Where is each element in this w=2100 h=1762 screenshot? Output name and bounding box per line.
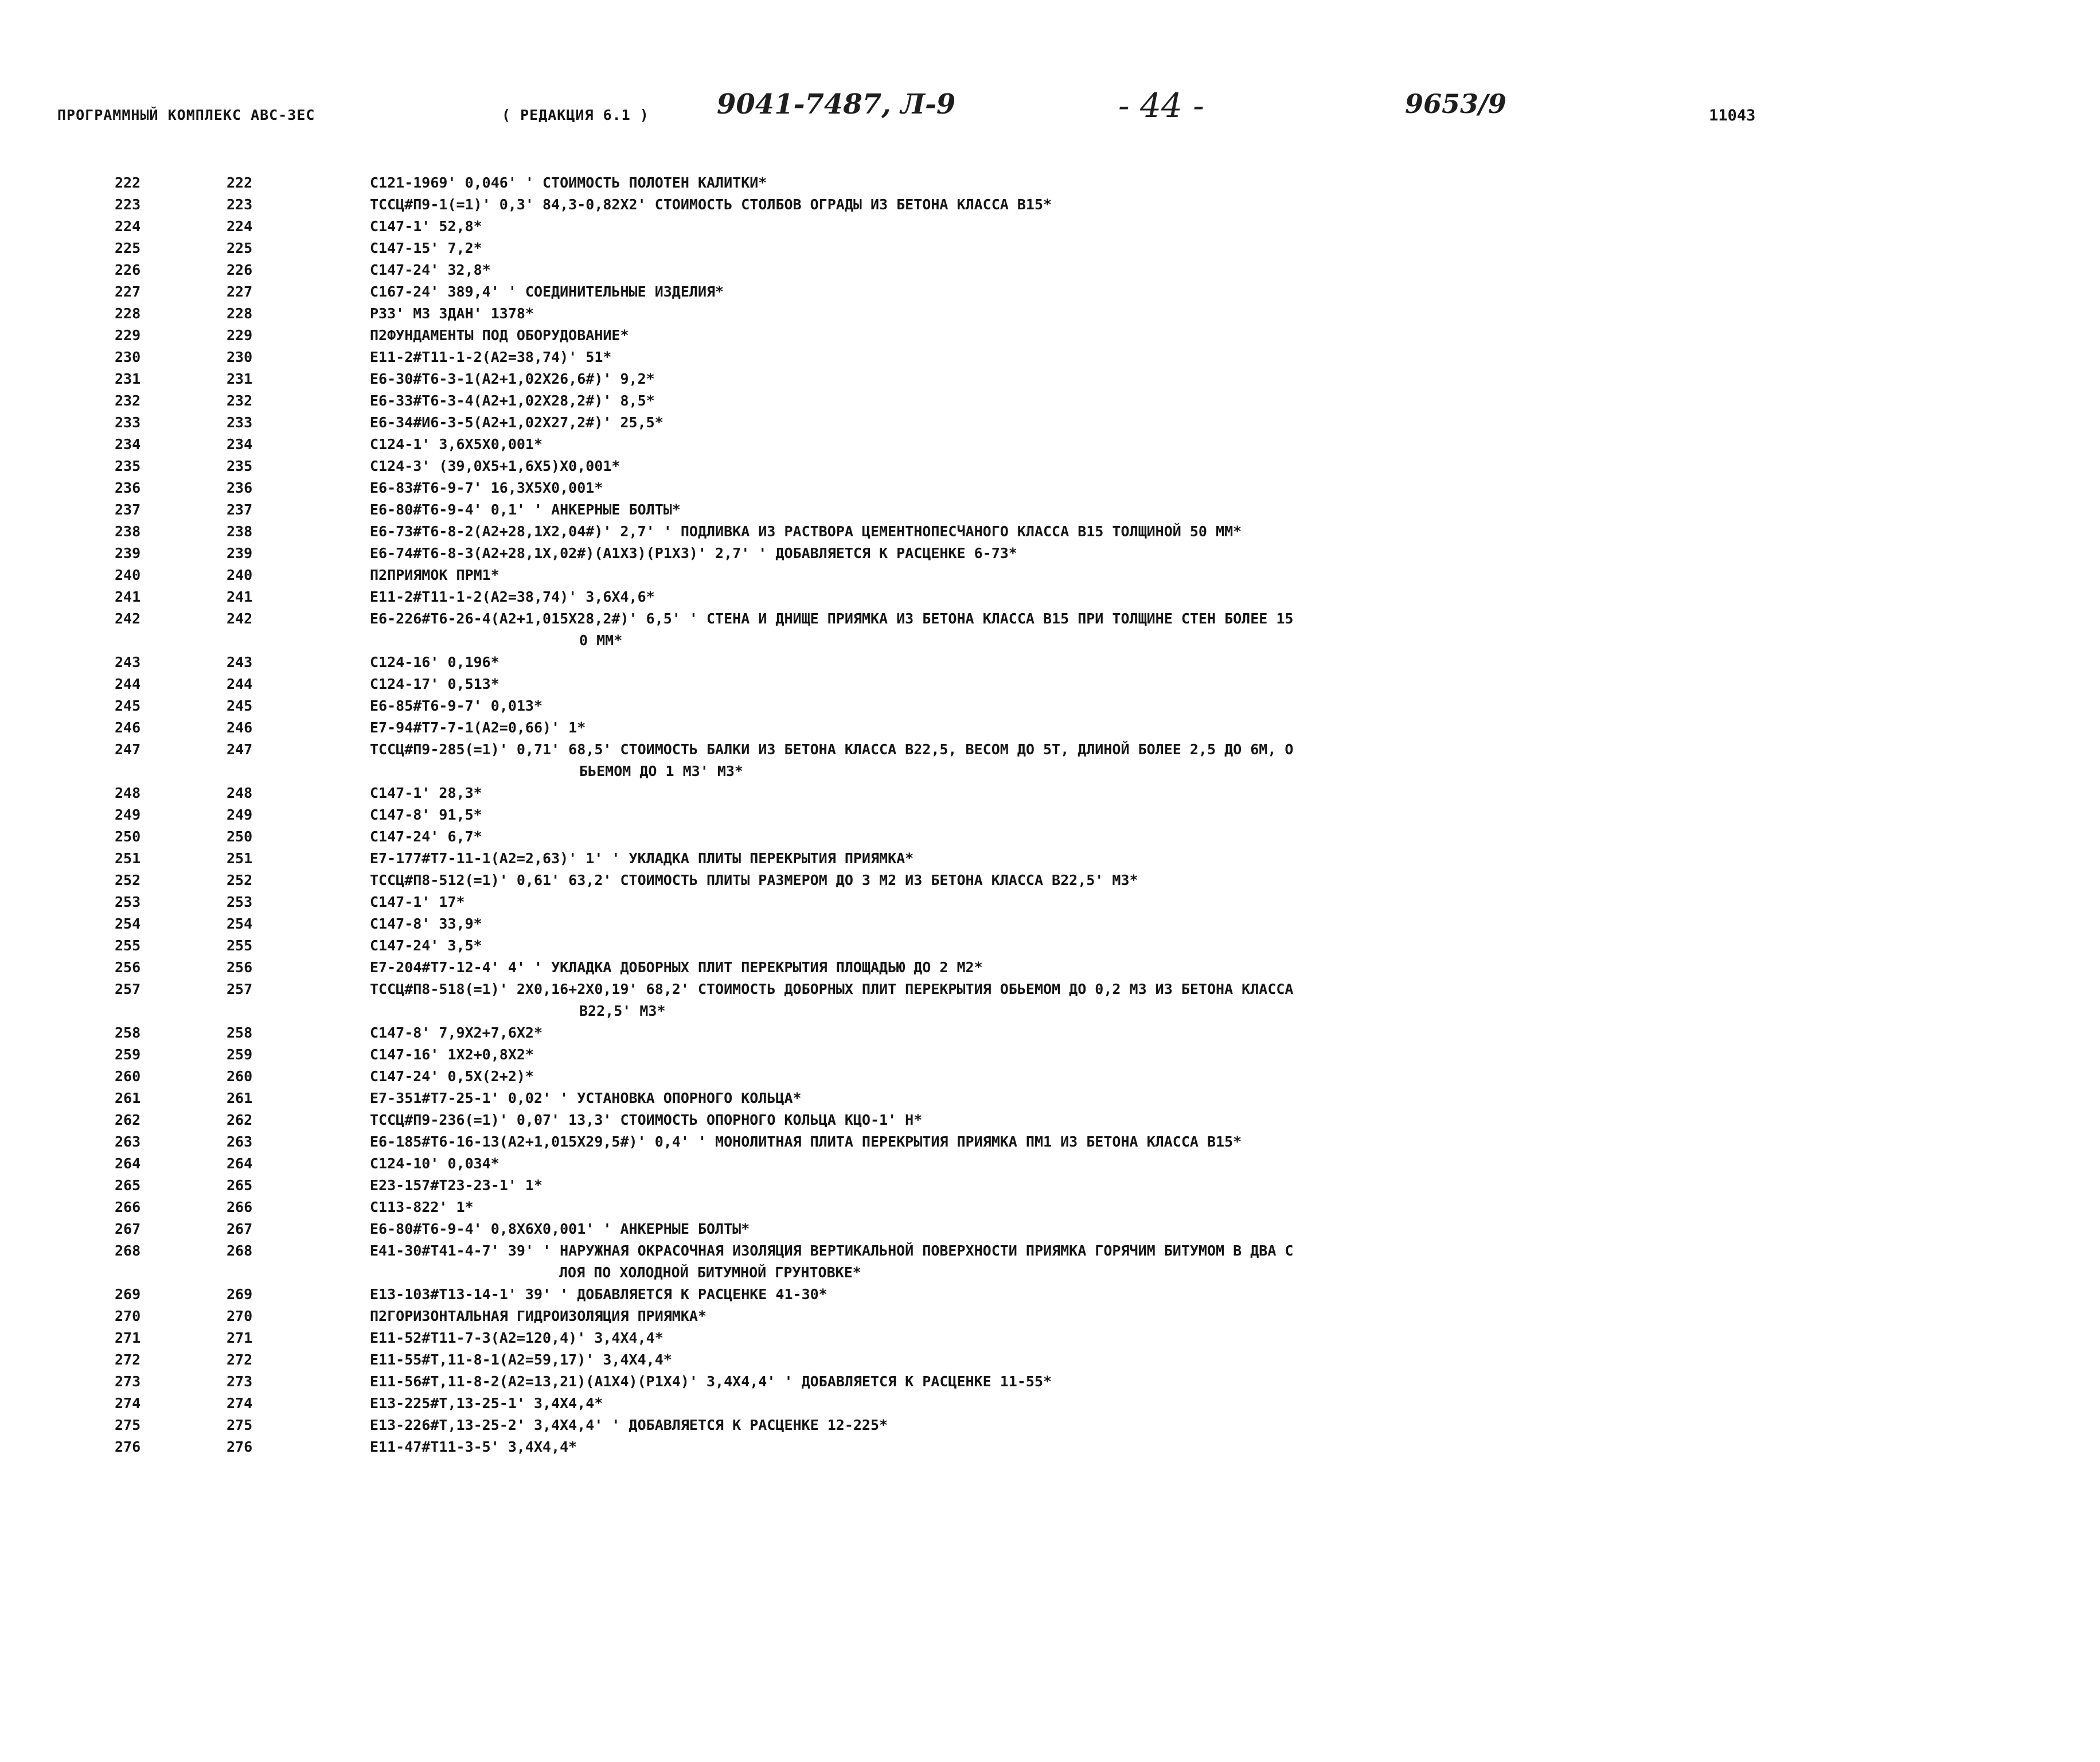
listing-row [0,652,2100,673]
row-text: Е11-47#Т11-3-5' 3,4Х4,4* [370,1439,577,1455]
listing-row [0,1305,2100,1327]
row-index: 270 [227,1308,253,1324]
document-number: 11043 [1709,107,1756,124]
row-index: 229 [227,327,253,344]
listing-row [0,1393,2100,1414]
listing-row [0,913,2100,935]
row-index: 225 [227,240,253,256]
listing-row [0,543,2100,564]
listing-row [0,1022,2100,1044]
listing-row [0,1196,2100,1218]
row-text: С124-10' 0,034* [370,1155,499,1172]
row-number: 261 [115,1090,141,1106]
listing-row [0,1349,2100,1371]
row-text: ТССЦ#П9-1(=1)' 0,3' 84,3-0,82Х2' СТОИМОСТЬ СТОЛБОВ ОГРАДЫ ИЗ БЕТОНА КЛАССА В15* [370,196,1052,213]
row-text: С121-1969' 0,046' ' СТОИМОСТЬ ПОЛОТЕН КАЛИТКИ* [370,174,767,191]
row-number: 231 [115,371,141,387]
row-index: 258 [227,1024,253,1041]
row-text: Е41-30#Т41-4-7' 39' ' НАРУЖНАЯ ОКРАСОЧНАЯ ИЗОЛЯЦИЯ ВЕРТИКАЛЬНОЙ ПОВЕРХНОСТИ ПРИЯМКА ГОРЯЧИМ БИТУМОМ В ДВА С [370,1242,1294,1259]
row-number: 244 [115,676,141,692]
row-number: 271 [115,1330,141,1346]
row-number: 250 [115,828,141,845]
row-text: Е6-80#Т6-9-4' 0,1' ' АНКЕРНЫЕ БОЛТЫ* [370,501,681,518]
program-title: ПРОГРАММНЫЙ КОМПЛЕКС АВС-3ЕС [57,107,315,123]
listing-row [0,1087,2100,1109]
row-text: Е6-30#Т6-3-1(А2+1,02Х26,6#)' 9,2* [370,371,655,387]
listing-row [0,1218,2100,1240]
row-text: С147-24' 6,7* [370,828,482,845]
row-text-continuation: 0 ММ* [579,632,623,649]
listing-row [0,1436,2100,1458]
listing-row [0,673,2100,695]
listing-row [0,1414,2100,1436]
row-index: 262 [227,1112,253,1128]
row-text: С147-8' 7,9Х2+7,6Х2* [370,1024,543,1041]
row-text: С124-3' (39,0Х5+1,6Х5)Х0,001* [370,458,620,474]
row-number: 237 [115,501,141,518]
row-text: Е6-80#Т6-9-4' 0,8Х6Х0,001' ' АНКЕРНЫЕ БОЛТЫ* [370,1221,750,1237]
row-index: 222 [227,174,253,191]
row-index: 275 [227,1417,253,1433]
row-text: Е7-204#Т7-12-4' 4' ' УКЛАДКА ДОБОРНЫХ ПЛИТ ПЕРЕКРЫТИЯ ПЛОЩАДЬЮ ДО 2 М2* [370,959,983,976]
listing-row [0,237,2100,259]
row-text: Е13-225#Т,13-25-1' 3,4Х4,4* [370,1395,603,1412]
listing-row [0,1131,2100,1153]
row-text: С147-16' 1Х2+0,8Х2* [370,1046,534,1063]
listing-row [0,194,2100,216]
row-number: 228 [115,305,141,322]
row-text: Е6-83#Т6-9-7' 16,3Х5Х0,001* [370,480,603,496]
row-index: 253 [227,894,253,910]
row-text: Е6-226#Т6-26-4(А2+1,015Х28,2#)' 6,5' ' СТЕНА И ДНИЩЕ ПРИЯМКА ИЗ БЕТОНА КЛАССА В15 ПРИ ТОЛЩИНЕ СТЕН БОЛЕЕ 15 [370,610,1294,627]
row-index: 250 [227,828,253,845]
row-text: Е11-2#Т11-1-2(А2=38,74)' 51* [370,349,612,365]
row-text: Е13-226#Т,13-25-2' 3,4Х4,4' ' ДОБАВЛЯЕТСЯ К РАСЦЕНКЕ 12-225* [370,1417,888,1433]
row-number: 246 [115,719,141,736]
row-text: ТССЦ#П9-236(=1)' 0,07' 13,3' СТОИМОСТЬ ОПОРНОГО КОЛЬЦА КЦО-1' Н* [370,1112,923,1128]
listing-row-continuation [0,1000,2100,1022]
row-index: 271 [227,1330,253,1346]
listing-row [0,826,2100,848]
listing-row [0,412,2100,434]
listing-row [0,695,2100,717]
row-number: 260 [115,1068,141,1085]
row-index: 244 [227,676,253,692]
listing-row [0,1327,2100,1349]
row-text: Е7-351#Т7-25-1' 0,02' ' УСТАНОВКА ОПОРНОГО КОЛЬЦА* [370,1090,802,1106]
row-text: ТССЦ#П8-512(=1)' 0,61' 63,2' СТОИМОСТЬ ПЛИТЫ РАЗМЕРОМ ДО 3 М2 ИЗ БЕТОНА КЛАССА В22,5' МЗ* [370,872,1138,888]
row-index: 255 [227,937,253,954]
listing-row [0,1371,2100,1393]
listing-row [0,804,2100,826]
row-number: 249 [115,806,141,823]
row-text: Е11-55#Т,11-8-1(А2=59,17)' 3,4Х4,4* [370,1351,672,1368]
row-text: П2ГОРИЗОНТАЛЬНАЯ ГИДРОИЗОЛЯЦИЯ ПРИЯМКА* [370,1308,706,1324]
row-text-continuation: БЬЕМОМ ДО 1 МЗ' МЗ* [579,763,743,779]
listing-row [0,390,2100,412]
row-index: 276 [227,1439,253,1455]
row-text: С147-24' 32,8* [370,262,491,278]
row-index: 265 [227,1177,253,1194]
row-index: 267 [227,1221,253,1237]
row-number: 275 [115,1417,141,1433]
row-number: 223 [115,196,141,213]
row-number: 238 [115,523,141,540]
listing-row [0,172,2100,194]
listing-row [0,608,2100,630]
row-number: 233 [115,414,141,431]
row-text: Е7-177#Т7-11-1(А2=2,63)' 1' ' УКЛАДКА ПЛИТЫ ПЕРЕКРЫТИЯ ПРИЯМКА* [370,850,914,867]
listing-row [0,259,2100,281]
row-index: 249 [227,806,253,823]
row-index: 243 [227,654,253,671]
row-number: 243 [115,654,141,671]
listing-row [0,586,2100,608]
row-text: С124-17' 0,513* [370,676,499,692]
row-text: РЗЗ' МЗ ЗДАН' 1378* [370,305,534,322]
row-text: С147-8' 33,9* [370,915,482,932]
row-number: 259 [115,1046,141,1063]
row-number: 269 [115,1286,141,1303]
handwritten-code: 9041-7487, Л-9 [717,88,956,120]
listing-row [0,870,2100,891]
row-text-continuation: ЛОЯ ПО ХОЛОДНОЙ БИТУМНОЙ ГРУНТОВКЕ* [559,1264,861,1281]
row-number: 234 [115,436,141,453]
listing-row [0,1284,2100,1305]
row-text: Е6-33#Т6-3-4(А2+1,02Х28,2#)' 8,5* [370,392,655,409]
row-text: Е6-73#Т6-8-2(А2+28,1Х2,04#)' 2,7' ' ПОДЛИВКА ИЗ РАСТВОРА ЦЕМЕНТНОПЕСЧАНОГО КЛАССА В15 ТОЛЩИНОЙ 50 ММ* [370,523,1242,540]
row-index: 233 [227,414,253,431]
row-number: 225 [115,240,141,256]
row-text: П2ПРИЯМОК ПРМ1* [370,567,499,583]
row-number: 267 [115,1221,141,1237]
row-text: Е6-34#И6-3-5(А2+1,02Х27,2#)' 25,5* [370,414,663,431]
row-text: Е23-157#Т23-23-1' 1* [370,1177,543,1194]
listing-row [0,1240,2100,1262]
row-text: С147-1' 52,8* [370,218,482,235]
row-index: 260 [227,1068,253,1085]
row-index: 246 [227,719,253,736]
row-index: 251 [227,850,253,867]
row-number: 252 [115,872,141,888]
row-index: 240 [227,567,253,583]
listing-row [0,979,2100,1000]
listing-row [0,281,2100,303]
row-text: С147-24' 3,5* [370,937,482,954]
row-number: 253 [115,894,141,910]
row-number: 242 [115,610,141,627]
row-index: 248 [227,785,253,801]
listing-row-continuation [0,1262,2100,1284]
row-number: 265 [115,1177,141,1194]
row-text: С124-1' 3,6Х5Х0,001* [370,436,543,453]
row-text: П2ФУНДАМЕНТЫ ПОД ОБОРУДОВАНИЕ* [370,327,629,344]
row-number: 240 [115,567,141,583]
row-index: 254 [227,915,253,932]
row-number: 256 [115,959,141,976]
row-number: 270 [115,1308,141,1324]
listing-row [0,1044,2100,1066]
row-number: 264 [115,1155,141,1172]
row-text: С167-24' 389,4' ' СОЕДИНИТЕЛЬНЫЕ ИЗДЕЛИЯ* [370,283,724,300]
listing-row [0,325,2100,346]
row-index: 226 [227,262,253,278]
row-index: 272 [227,1351,253,1368]
row-number: 266 [115,1199,141,1215]
estimate-listing [0,172,2100,1721]
row-text: ТССЦ#П8-518(=1)' 2Х0,16+2Х0,19' 68,2' СТОИМОСТЬ ДОБОРНЫХ ПЛИТ ПЕРЕКРЫТИЯ ОБЬЕМОМ ДО 0,2 МЗ ИЗ БЕТОНА КЛАССА [370,981,1294,997]
edition-label: ( РЕДАКЦИЯ 6.1 ) [502,107,649,123]
listing-row-continuation [0,630,2100,652]
page-header [0,86,2100,138]
listing-row [0,564,2100,586]
row-number: 274 [115,1395,141,1412]
listing-row [0,521,2100,543]
row-number: 230 [115,349,141,365]
row-index: 235 [227,458,253,474]
row-index: 241 [227,588,253,605]
row-index: 266 [227,1199,253,1215]
listing-row [0,434,2100,455]
row-number: 276 [115,1439,141,1455]
row-index: 252 [227,872,253,888]
row-number: 245 [115,697,141,714]
handwritten-reference: 9653/9 [1405,88,1506,119]
listing-row [0,1153,2100,1175]
row-index: 261 [227,1090,253,1106]
row-index: 223 [227,196,253,213]
row-index: 256 [227,959,253,976]
listing-row [0,739,2100,761]
row-number: 262 [115,1112,141,1128]
row-text-continuation: В22,5' МЗ* [579,1003,666,1019]
listing-row [0,935,2100,957]
listing-row [0,216,2100,237]
row-index: 264 [227,1155,253,1172]
row-number: 227 [115,283,141,300]
row-number: 248 [115,785,141,801]
row-index: 224 [227,218,253,235]
listing-row [0,848,2100,870]
listing-row [0,346,2100,368]
page-number: - 44 - [1118,86,1204,125]
listing-row [0,499,2100,521]
row-index: 228 [227,305,253,322]
row-index: 227 [227,283,253,300]
row-number: 258 [115,1024,141,1041]
row-text: ТССЦ#П9-285(=1)' 0,71' 68,5' СТОИМОСТЬ БАЛКИ ИЗ БЕТОНА КЛАССА В22,5, ВЕСОМ ДО 5Т, ДЛИНОЙ БОЛЕЕ 2,5 ДО 6М, О [370,741,1294,758]
row-number: 241 [115,588,141,605]
row-index: 269 [227,1286,253,1303]
row-index: 230 [227,349,253,365]
listing-row [0,891,2100,913]
row-number: 239 [115,545,141,562]
row-text: Е11-52#Т11-7-3(А2=120,4)' 3,4Х4,4* [370,1330,663,1346]
listing-row [0,368,2100,390]
row-number: 273 [115,1373,141,1390]
listing-row [0,782,2100,804]
row-index: 237 [227,501,253,518]
row-text: С147-1' 28,3* [370,785,482,801]
row-text: Е6-74#Т6-8-3(А2+28,1Х,02#)(А1Х3)(Р1Х3)' 2,7' ' ДОБАВЛЯЕТСЯ К РАСЦЕНКЕ 6-73* [370,545,1017,562]
row-text: Е6-85#Т6-9-7' 0,013* [370,697,543,714]
row-text: С113-822' 1* [370,1199,474,1215]
row-number: 257 [115,981,141,997]
row-number: 236 [115,480,141,496]
row-index: 257 [227,981,253,997]
row-text: Е11-2#Т11-1-2(А2=38,74)' 3,6Х4,6* [370,588,655,605]
row-text: Е13-103#Т13-14-1' 39' ' ДОБАВЛЯЕТСЯ К РАСЦЕНКЕ 41-30* [370,1286,827,1303]
row-index: 239 [227,545,253,562]
row-number: 255 [115,937,141,954]
listing-row [0,1109,2100,1131]
row-text: С124-16' 0,196* [370,654,499,671]
row-index: 242 [227,610,253,627]
row-number: 224 [115,218,141,235]
row-text: Е6-185#Т6-16-13(А2+1,015Х29,5#)' 0,4' ' МОНОЛИТНАЯ ПЛИТА ПЕРЕКРЫТИЯ ПРИЯМКА ПМ1 ИЗ БЕТОНА КЛАССА В15* [370,1133,1242,1150]
row-index: 273 [227,1373,253,1390]
row-text: С147-8' 91,5* [370,806,482,823]
row-text: С147-1' 17* [370,894,465,910]
row-index: 231 [227,371,253,387]
listing-row [0,303,2100,325]
row-text: С147-15' 7,2* [370,240,482,256]
listing-row-continuation [0,761,2100,782]
listing-row [0,1175,2100,1196]
row-index: 268 [227,1242,253,1259]
row-number: 222 [115,174,141,191]
row-number: 229 [115,327,141,344]
row-index: 247 [227,741,253,758]
listing-row [0,477,2100,499]
row-number: 232 [115,392,141,409]
row-text: С147-24' 0,5Х(2+2)* [370,1068,534,1085]
row-index: 238 [227,523,253,540]
listing-row [0,957,2100,979]
row-number: 251 [115,850,141,867]
row-index: 259 [227,1046,253,1063]
row-number: 268 [115,1242,141,1259]
row-text: Е7-94#Т7-7-1(А2=0,66)' 1* [370,719,586,736]
row-index: 245 [227,697,253,714]
row-index: 234 [227,436,253,453]
row-index: 274 [227,1395,253,1412]
listing-row [0,455,2100,477]
listing-row [0,717,2100,739]
row-index: 263 [227,1133,253,1150]
row-index: 236 [227,480,253,496]
row-index: 232 [227,392,253,409]
row-number: 263 [115,1133,141,1150]
row-text: Е11-56#Т,11-8-2(А2=13,21)(А1Х4)(Р1Х4)' 3,4Х4,4' ' ДОБАВЛЯЕТСЯ К РАСЦЕНКЕ 11-55* [370,1373,1052,1390]
row-number: 235 [115,458,141,474]
row-number: 254 [115,915,141,932]
row-number: 226 [115,262,141,278]
row-number: 272 [115,1351,141,1368]
row-number: 247 [115,741,141,758]
listing-row [0,1066,2100,1087]
